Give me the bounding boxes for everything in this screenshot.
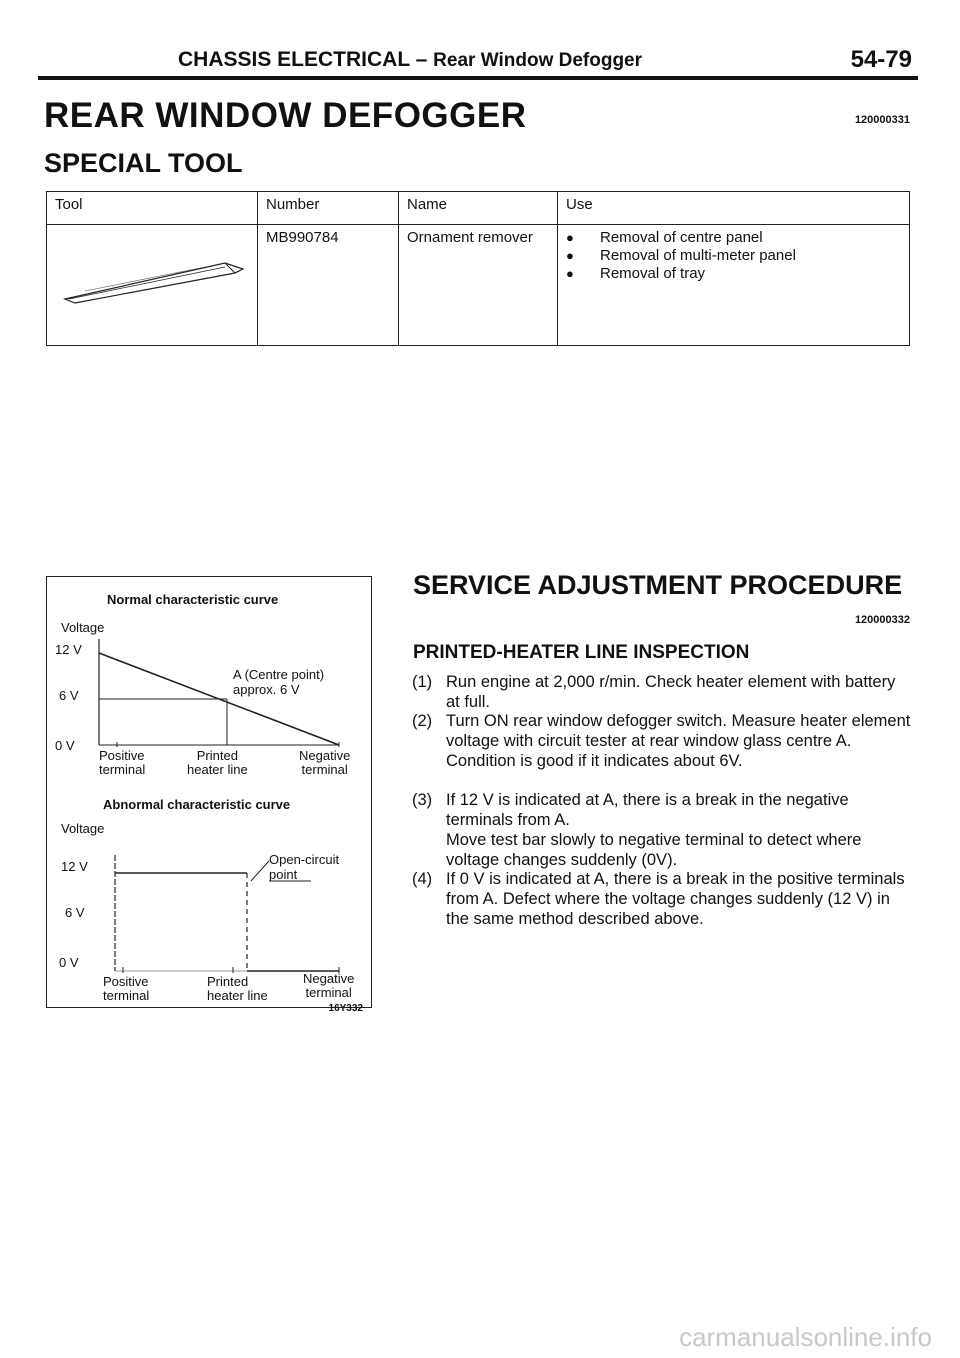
inspection-heading: PRINTED-HEATER LINE INSPECTION — [413, 642, 750, 663]
col-name: Name — [399, 192, 558, 225]
procedure-code: 120000332 — [854, 614, 910, 626]
abnormal-tick-12v: 12 V — [61, 859, 88, 874]
normal-annotation: A (Centre point) approx. 6 V — [233, 667, 325, 697]
special-tool-heading: SPECIAL TOOL — [44, 148, 243, 178]
table-row — [47, 225, 910, 346]
step-2: (2) Turn ON rear window defogger switch. Measure heater element voltage with circuit tester at rear window glass centre A. Condition is good if it indicates about 6V. — [412, 712, 911, 770]
page-title: REAR WINDOW DEFOGGER — [44, 96, 527, 135]
normal-xlabel-positive: Positive terminal — [99, 748, 146, 777]
abnormal-tick-0v: 0 V — [59, 955, 79, 970]
abnormal-annotation: Open-circuit point — [269, 852, 340, 882]
characteristic-curve-figure — [46, 576, 372, 1014]
step-1: (1) Run engine at 2,000 r/min. Check heater element with battery at full. — [412, 673, 896, 711]
tool-image-cell — [47, 225, 258, 346]
tool-uses — [558, 225, 910, 346]
abnormal-xlabel-printed: Printed heater line — [207, 974, 268, 1003]
bullet-icon: ● — [566, 266, 574, 281]
normal-tick-6v: 6 V — [59, 688, 79, 703]
col-number: Number — [258, 192, 399, 225]
header-rule — [38, 76, 918, 80]
special-tool-table — [46, 191, 910, 346]
tool-number: MB990784 — [258, 225, 399, 346]
running-header — [0, 48, 820, 72]
header-section: CHASSIS ELECTRICAL — [177, 48, 410, 71]
list-item: ● Removal of tray — [566, 265, 706, 282]
normal-xlabel-negative: Negative terminal — [299, 748, 351, 777]
abnormal-tick-6v: 6 V — [65, 905, 85, 920]
normal-xlabel-printed: Printed heater line — [187, 748, 248, 777]
normal-tick-0v: 0 V — [55, 738, 75, 753]
procedure-heading: SERVICE ADJUSTMENT PROCEDURE — [413, 570, 903, 600]
abnormal-curve-plot — [47, 577, 371, 1007]
figure-code: 16Y332 — [328, 1003, 363, 1014]
abnormal-curve-title: Abnormal characteristic curve — [103, 797, 291, 812]
col-use: Use — [558, 192, 910, 225]
col-tool: Tool — [47, 192, 258, 225]
normal-ylabel: Voltage — [61, 620, 105, 635]
normal-tick-12v: 12 V — [55, 642, 82, 657]
bullet-icon: ● — [566, 230, 574, 245]
title-code: 120000331 — [854, 114, 910, 126]
abnormal-ylabel: Voltage — [61, 821, 105, 836]
watermark: carmanualsonline.info — [679, 1322, 932, 1352]
abnormal-xlabel-negative: Negative terminal — [303, 971, 355, 1000]
list-item: ● Removal of centre panel — [566, 229, 763, 246]
use-list — [566, 229, 901, 283]
header-dash: – — [415, 48, 428, 71]
step-3: (3) If 12 V is indicated at A, there is a break in the negative terminals from A. Move test bar slowly to negative terminal to detect where voltage changes suddenly (0V). — [412, 791, 862, 869]
list-item: ● Removal of multi-meter panel — [566, 247, 796, 264]
step-4: (4) If 0 V is indicated at A, there is a break in the positive terminals from A. Defect where the voltage changes suddenly (12 V) in the same method described above. — [412, 870, 905, 928]
normal-curve-title: Normal characteristic curve — [107, 592, 279, 607]
bullet-icon: ● — [566, 248, 574, 263]
tool-name: Ornament remover — [399, 225, 558, 346]
ornament-remover-illustration — [55, 229, 245, 309]
abnormal-xlabel-positive: Positive terminal — [103, 974, 150, 1003]
page-number: 54-79 — [850, 46, 912, 73]
table-header-row — [47, 192, 910, 225]
header-subsection: Rear Window Defogger — [433, 50, 643, 71]
